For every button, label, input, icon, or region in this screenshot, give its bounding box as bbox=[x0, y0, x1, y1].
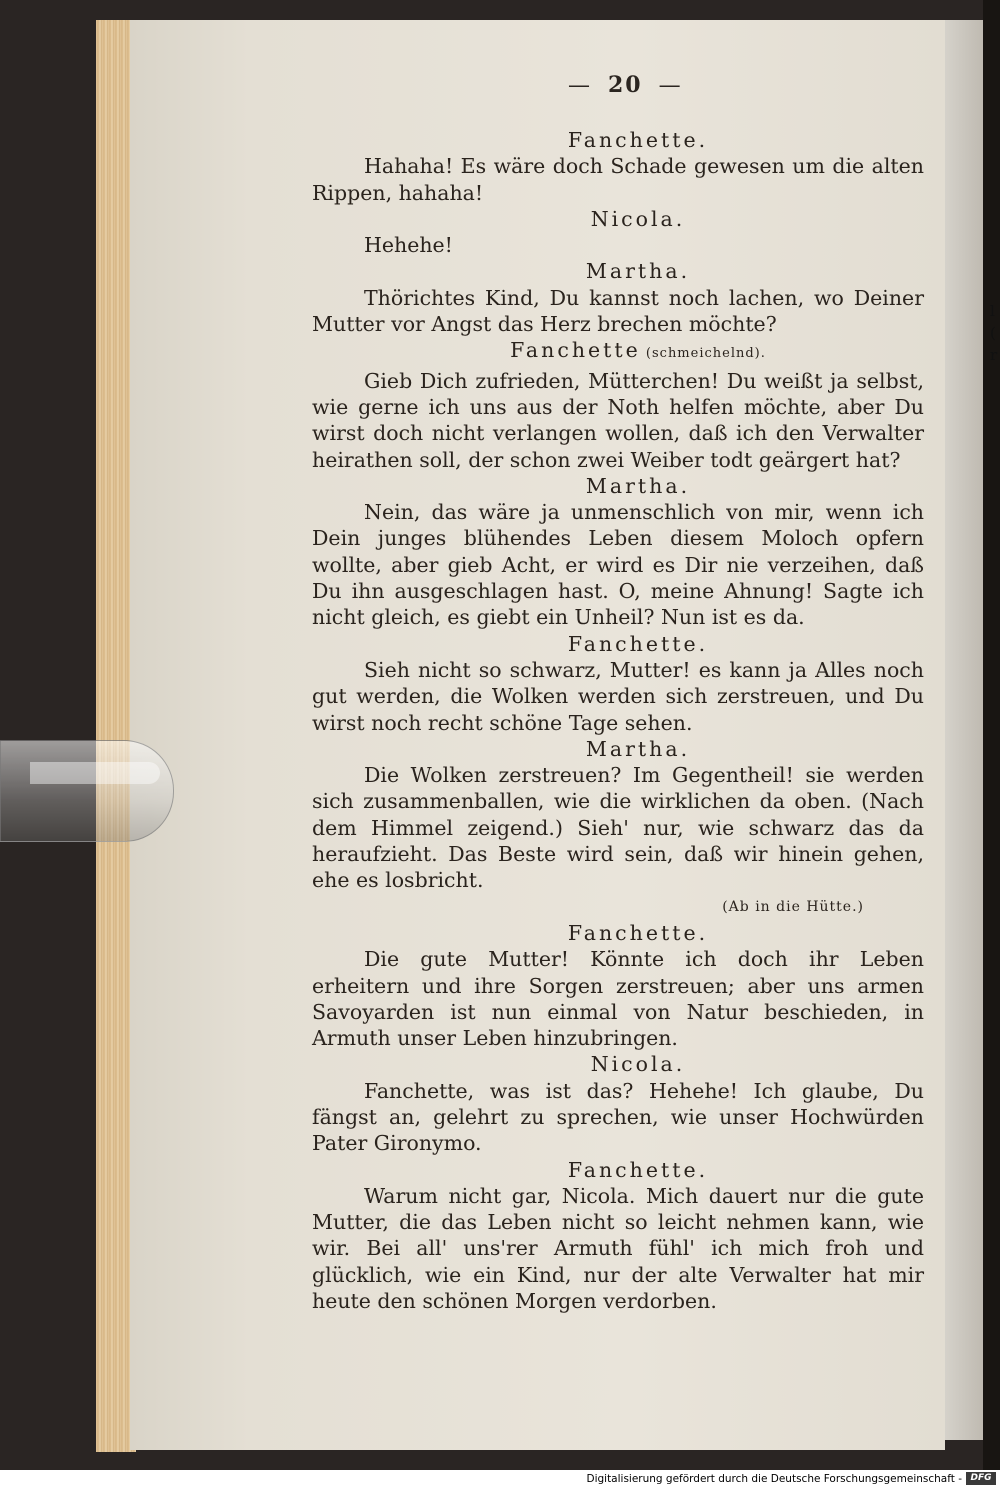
speaker-label: Martha. bbox=[585, 259, 691, 284]
page-text bbox=[312, 127, 924, 1314]
speaker-name bbox=[352, 920, 924, 946]
speaker-name bbox=[352, 1157, 924, 1183]
facing-mark: ( bbox=[990, 324, 996, 342]
facing-mark: r bbox=[990, 346, 998, 364]
speaker-label: Martha. bbox=[585, 736, 691, 761]
speaker-name bbox=[352, 1051, 924, 1077]
dialogue-paragraph: Hahaha! Es wäre doch Schade gewesen um die alten Rippen, hahaha! bbox=[312, 154, 924, 205]
dialogue-paragraph: Die gute Mutter! Könnte ich doch ihr Leben erheitern und ihre Sorgen zerstreuen; aber uns armen Savoyarden ist nun einmal von Natur beschieden, in Armuth unser Leben hinzubringen. bbox=[312, 947, 924, 1051]
speaker-name bbox=[352, 127, 924, 153]
facing-mark: l bbox=[990, 302, 995, 320]
dfg-logo-icon: DFG bbox=[966, 1472, 996, 1485]
page-header bbox=[552, 72, 699, 98]
speaker-name bbox=[352, 258, 924, 284]
dialogue-paragraph: Nein, das wäre ja unmenschlich von mir, wenn ich Dein junges blühendes Leben diesem Moloch opfern wollte, aber gieb Acht, er wird es Dir nie verzeihen, daß Du ihn ausgeschlagen hast. O, meine Ahnung! Sagte ich nicht gleich, es giebt ein Unheil? Nun ist es da. bbox=[312, 500, 924, 630]
facing-page-strip bbox=[983, 0, 1000, 1470]
dialogue-paragraph: Warum nicht gar, Nicola. Mich dauert nur die gute Mutter, die das Leben nicht so leicht nehmen kann, wie wir. Bei all' uns'rer Armuth fühl' ich mich froh und glücklich, wie ein Kind, nur der alte Verwalter hat mir heute den schönen Morgen verdorben. bbox=[312, 1183, 924, 1314]
dialogue-paragraph: Gieb Dich zufrieden, Mütterchen! Du weißt ja selbst, wie gerne ich uns aus der Noth helfen möchte, aber Du wirst doch nicht verlangen wollen, daß ich den Verwalter heirathen soll, der schon zwei Weiber todt geärgert hat? bbox=[312, 368, 924, 472]
dialogue-paragraph: Die Wolken zerstreuen? Im Gegentheil! sie werden sich zusammenballen, wie die wirklichen da oben. (Nach dem Himmel zeigend.) Sieh' nur, wie schwarz das da heraufzieht. Das Beste wird sein, daß wir hinein gehen, ehe es losbricht. bbox=[312, 763, 924, 893]
dialogue-paragraph: Fanchette, was ist das? Hehehe! Ich glaube, Du fängst an, gelehrt zu sprechen, wie unser Hochwürden Pater Gironymo. bbox=[312, 1078, 924, 1156]
header-dash-left: — bbox=[568, 73, 592, 98]
speaker-name bbox=[352, 337, 924, 367]
bookmark-tab[interactable] bbox=[0, 740, 174, 842]
facing-page-marks bbox=[990, 300, 997, 366]
speaker-name bbox=[352, 631, 924, 657]
speaker-name bbox=[352, 736, 924, 762]
dialogue-paragraph: Thörichtes Kind, Du kannst noch lachen, wo Deiner Mutter vor Angst das Herz brechen möchte? bbox=[312, 285, 924, 337]
stage-direction: (schmeichelnd). bbox=[640, 346, 766, 362]
stage-direction: (Ab in die Hütte.) bbox=[722, 898, 864, 915]
speaker-label: Nicola. bbox=[590, 206, 686, 231]
speaker-label: Fanchette bbox=[510, 338, 641, 363]
page-number: 20 bbox=[608, 72, 643, 98]
speaker-label: Fanchette. bbox=[567, 920, 709, 945]
bookmark-highlight bbox=[30, 762, 160, 784]
speaker-label: Fanchette. bbox=[567, 631, 709, 656]
speaker-name bbox=[352, 206, 924, 232]
speaker-name bbox=[352, 473, 924, 499]
speaker-label: Fanchette. bbox=[567, 128, 709, 152]
dialogue-paragraph: Hehehe! bbox=[364, 233, 453, 258]
dialogue-paragraph: Sieh nicht so schwarz, Mutter! es kann ja Alles noch gut werden, die Wolken werden sich zerstreuen, und Du wirst noch recht schöne Tage sehen. bbox=[312, 657, 924, 735]
speaker-label: Nicola. bbox=[590, 1052, 686, 1077]
speaker-label: Martha. bbox=[585, 473, 691, 498]
header-dash-right: — bbox=[658, 73, 683, 98]
speaker-label: Fanchette. bbox=[567, 1157, 709, 1182]
footer-credit: Digitalisierung gefördert durch die Deutsche Forschungsgemeinschaft - bbox=[586, 1473, 962, 1485]
